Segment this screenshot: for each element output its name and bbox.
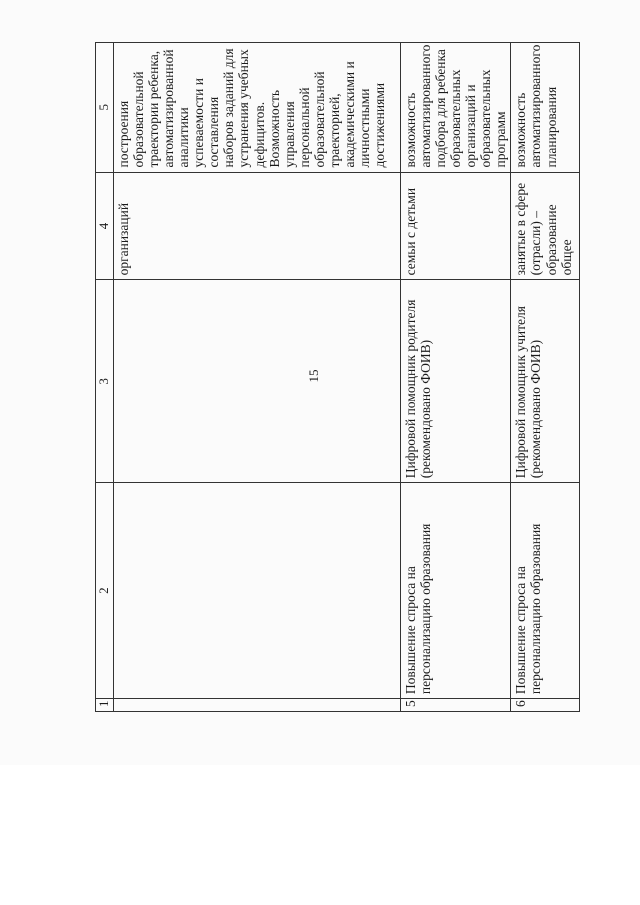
measures-table xyxy=(95,42,580,712)
measure-cell xyxy=(113,483,400,699)
column-header-5: 5 xyxy=(96,43,114,173)
table-row xyxy=(113,43,400,712)
rotated-table-container xyxy=(95,42,580,712)
measure-cell: Повышение спроса на персонализацию образования xyxy=(511,483,580,699)
capability-cell: возможность автоматизированного планирования xyxy=(511,43,580,173)
table-header-row xyxy=(96,43,114,712)
page-bottom-margin xyxy=(0,765,640,905)
column-header-3: 3 xyxy=(96,280,114,483)
target-group-cell: семьи с детьми xyxy=(400,172,511,280)
service-cell xyxy=(113,280,400,483)
measure-cell: Повышение спроса на персонализацию образования xyxy=(400,483,511,699)
table-row xyxy=(400,43,511,712)
target-group-cell: занятые в сфере (отрасли) – образование общее xyxy=(511,172,580,280)
capability-cell: построения образовательной траектории ребенка, автоматизированной аналитики успеваемости и составления наборов заданий для устранения учебных дефицитов. Возможность управления персональной образовательной траекторией, академическими и личностными достижениями xyxy=(113,43,400,173)
column-header-4: 4 xyxy=(96,172,114,280)
column-header-2: 2 xyxy=(96,483,114,699)
row-number-cell: 6 xyxy=(511,699,580,712)
table-row xyxy=(511,43,580,712)
service-cell: Цифровой помощник учителя (рекомендовано ФОИВ) xyxy=(511,280,580,483)
row-number-cell: 5 xyxy=(400,699,511,712)
page-number: 15 xyxy=(306,369,321,383)
row-number-cell xyxy=(113,699,400,712)
column-header-1: 1 xyxy=(96,699,114,712)
target-group-cell: организаций xyxy=(113,172,400,280)
capability-cell: возможность автоматизированного подбора для ребенка образовательных организаций и образовательных программ xyxy=(400,43,511,173)
service-cell: Цифровой помощник родителя (рекомендовано ФОИВ) xyxy=(400,280,511,483)
